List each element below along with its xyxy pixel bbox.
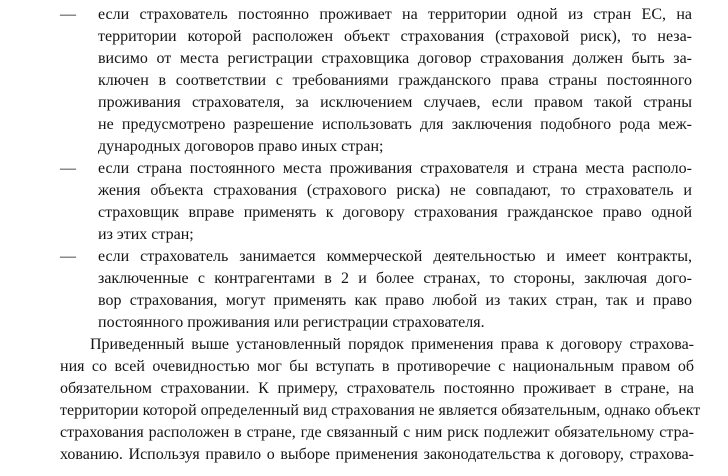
bullet-dash: —: [60, 160, 76, 177]
bullet-line: висимо от места регистрации страховщика договор страхования должен быть за-: [98, 50, 692, 67]
bullet-line: заключенные с контрагентами в 2 и более странах, то стороны, заключая дого-: [98, 270, 692, 287]
paragraph-line: ния со всей очевидностью мог бы вступать в противоречие с национальным правом об: [60, 358, 694, 375]
bullet-dash: —: [60, 6, 76, 23]
bullet-line: вор страхования, могут применять как право любой из таких стран, так и право: [98, 292, 692, 309]
bullet-line: если страна постоянного места проживания страхователя и страна места располо-: [98, 160, 692, 177]
bullet-line: ключен в соответствии с требованиями гражданского права страны постоянного: [98, 72, 692, 89]
paragraph-line: обязательном страховании. К примеру, страхователь постоянно проживает в стране, на: [60, 380, 694, 397]
bullet-line: не предусмотрено разрешение использовать для заключения подобного рода меж-: [98, 116, 692, 133]
bullet-line: страховщик вправе применять к договору страхования гражданское право одной: [98, 204, 692, 221]
bullet-line: жения объекта страхования (страхового риска) не совпадают, то страхователь и: [98, 182, 692, 199]
bullet-line: если страхователь занимается коммерческой деятельностью и имеет контракты,: [98, 248, 692, 265]
bullet-line: постоянного проживания или регистрации страхователя.: [98, 314, 485, 331]
bullet-line: дународных договоров право иных стран;: [98, 138, 384, 155]
bullet-dash: —: [60, 248, 76, 265]
paragraph-line: Приведенный выше установленный порядок применения права к договору страхова-: [90, 336, 694, 353]
bullet-line: проживания страхователя, за исключением случаев, если правом такой страны: [98, 94, 692, 111]
paragraph-line: территории которой определенный вид страхования не является обязательным, однако объект: [60, 402, 701, 419]
paragraph-line: страхования расположен в стране, где связанный с ним риск подлежит обязательному стра-: [60, 424, 694, 441]
bullet-line: из этих стран;: [98, 226, 194, 243]
paragraph-line: хованию. Используя правило о выборе применения законодательства к договору, страхова-: [60, 446, 694, 463]
bullet-line: если страхователь постоянно проживает на территории одной из стран ЕС, на: [98, 6, 692, 23]
bullet-line: территории которой расположен объект страхования (страховой риск), то неза-: [98, 28, 692, 45]
